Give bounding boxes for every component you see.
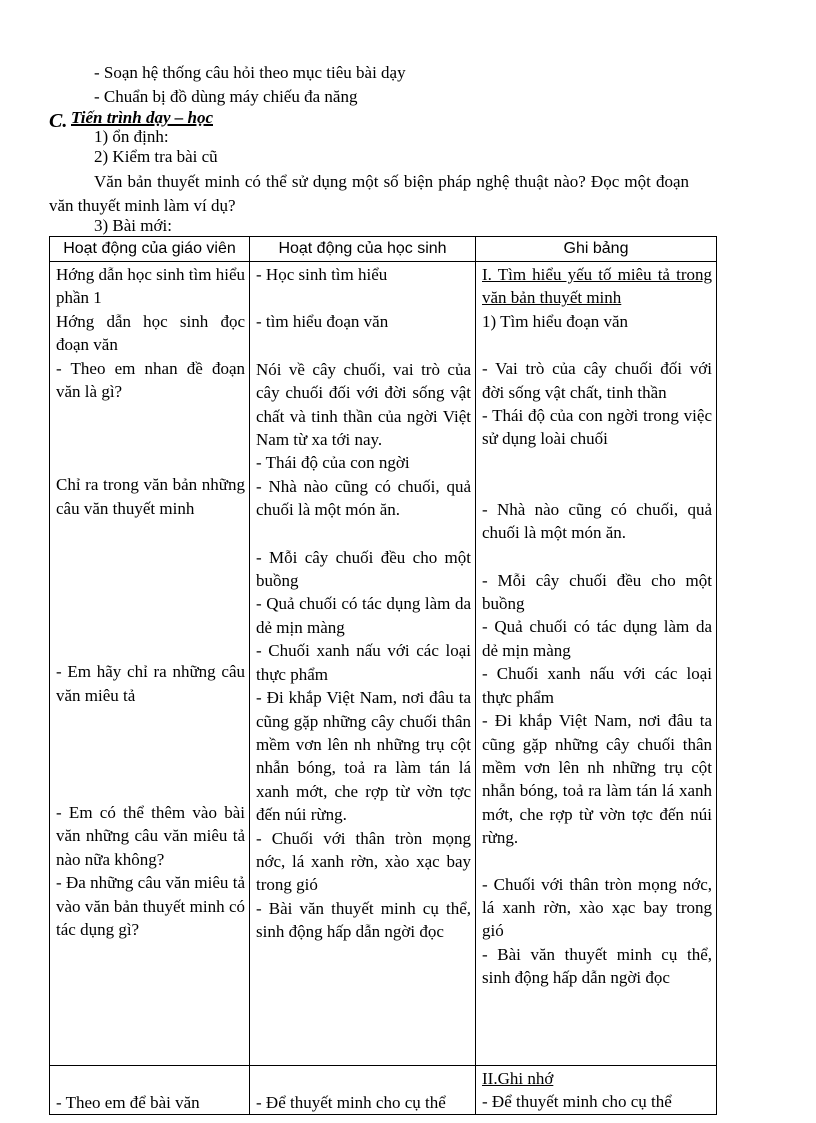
section-c-letter: C. [49,110,68,132]
header-teacher: Hoạt động của giáo viên [50,237,250,262]
gb-item: - Chuối với thân tròn mọng nớc, lá xanh rờn, xào xạc bay trong gió [482,874,712,941]
student-cell [250,262,476,1066]
teacher-cell [50,262,250,1066]
gv-item: - Em hãy chỉ ra những câu văn miêu tả [56,662,245,705]
gb-heading: II.Ghi nhớ [482,1069,554,1088]
gb-item: - Nhà nào cũng có chuối, quả chuối là một món ăn. [482,499,712,543]
gv-item: - Đa những câu văn miêu tả vào văn bản thuyết minh có tác dụng gì? [56,873,245,940]
table-row [50,1066,717,1115]
gb-item: - Vai trò của cây chuối đối với đời sống vật chất, tinh thần [482,359,712,402]
review-question: Văn bản thuyết minh có thể sử dụng một số biện pháp nghệ thuật nào? Đọc một đoạn văn thuyết minh làm ví dụ? [49,172,689,215]
gv-item: Chỉ ra trong văn bản những câu văn thuyết minh [56,475,245,518]
hs-item: - Mỗi cây chuối đều cho một buồng [256,547,471,591]
gb-heading: I. Tìm hiểu yếu tố miêu tả trong văn bản thuyết minh [482,265,712,308]
student-cell [250,1066,476,1115]
gb-item: - Bài văn thuyết minh cụ thể, sinh động hấp dẫn ngời đọc [482,944,712,988]
gv-item: Hớng dẫn học sinh đọc đoạn văn [56,311,245,355]
lesson-table [49,236,717,1115]
table-row [50,262,717,1066]
header-board: Ghi bảng [476,237,717,262]
gv-item: - Theo em nhan đề đoạn văn là gì? [56,358,245,402]
hs-item: - Học sinh tìm hiểu [256,265,388,284]
hs-item: - Đi khắp Việt Nam, nơi đâu ta cũng gặp những cây chuối thân mềm vơn lên nh những trụ cột nhẫn bóng, toả ra làm tán lá xanh mớt, che rợp từ vờn tợc đến núi rừng. [256,688,471,825]
teacher-cell [50,1066,250,1115]
hs-item: - Nhà nào cũng có chuối, quả chuối là một món ăn. [256,476,471,520]
gb-item: - Thái độ của con ngời trong việc sử dụng loài chuối [482,406,712,449]
step-2: 2) Kiểm tra bài cũ [94,147,218,166]
hs-item: - Chuối với thân tròn mọng nớc, lá xanh rờn, xào xạc bay trong gió [256,828,471,895]
hs-item: - Để thuyết minh cho cụ thể [256,1093,446,1112]
header-student: Hoạt động của học sinh [250,237,476,262]
hs-item: Nói về cây chuối, vai trò của cây chuối đối với đời sống vật chất và tinh thần của ngời Việt Nam từ xa tới nay. [256,359,471,450]
board-cell [476,262,717,1066]
section-c-title: Tiến trình dạy – học [71,108,213,127]
board-cell [476,1066,717,1115]
hs-item: - Chuối xanh nấu với các loại thực phẩm [256,641,471,684]
hs-item: - Quả chuối có tác dụng làm da dẻ mịn màng [256,594,471,637]
hs-item: - tìm hiểu đoạn văn [256,312,389,332]
gv-item: - Em có thể thêm vào bài văn những câu văn miêu tả nào nữa không? [56,803,245,869]
hs-item: - Thái độ của con ngời [256,453,410,473]
gb-item: - Mỗi cây chuối đều cho một buồng [482,570,712,614]
prep-line-projector: - Chuẩn bị đồ dùng máy chiếu đa năng [94,87,358,106]
gv-item: Hớng dẫn học sinh tìm hiểu phần 1 [56,265,245,308]
prep-line-questions: - Soạn hệ thống câu hỏi theo mục tiêu bài dạy [94,63,406,82]
step-1: 1) ổn định: [94,127,169,146]
hs-item: - Bài văn thuyết minh cụ thể, sinh động hấp dẫn ngời đọc [256,898,471,942]
step-3: 3) Bài mới: [94,216,172,235]
gb-item: - Đi khắp Việt Nam, nơi đâu ta cũng gặp những cây chuối thân mềm vơn lên nh những trụ cột nhẫn bóng, toả ra làm tán lá xanh mớt, che rợp từ vờn tợc đến núi rừng. [482,711,712,848]
gb-item: - Để thuyết minh cho cụ thể [482,1092,672,1112]
gv-item: - Theo em để bài văn [56,1093,200,1112]
gb-item: - Quả chuối có tác dụng làm da dẻ mịn màng [482,617,712,660]
table-header-row [50,237,717,262]
gb-item: 1) Tìm hiểu đoạn văn [482,311,629,331]
gb-item: - Chuối xanh nấu với các loại thực phẩm [482,664,712,707]
